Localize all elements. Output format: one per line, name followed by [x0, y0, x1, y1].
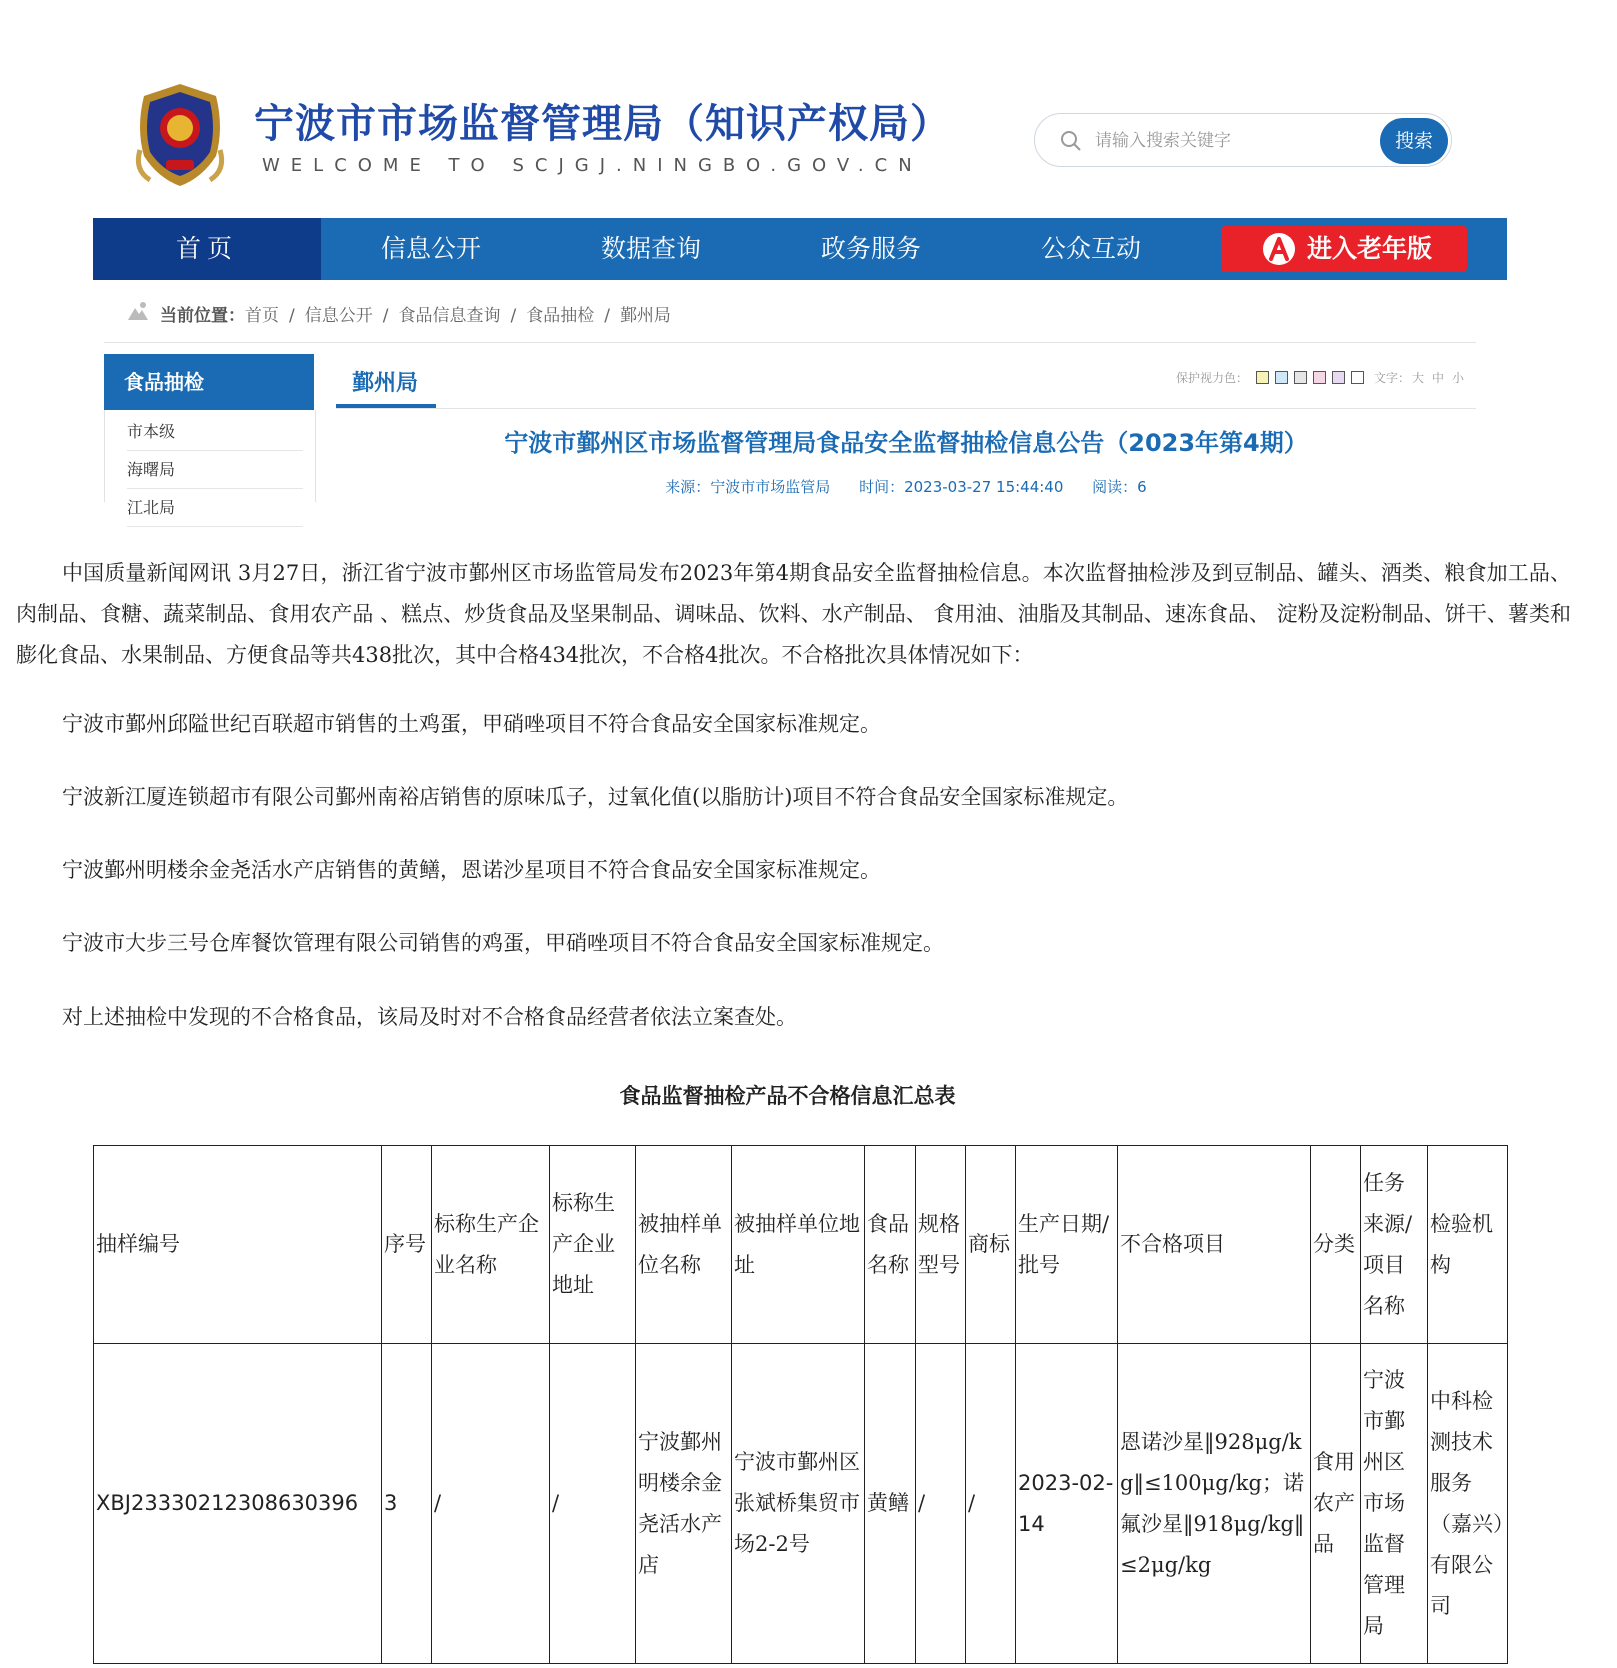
table-cell: XBJ23330212308630396: [94, 1344, 382, 1664]
table-caption: 食品监督抽检产品不合格信息汇总表: [619, 1083, 956, 1108]
eye-care-swatch[interactable]: [1256, 371, 1269, 384]
breadcrumb-item-info-disclosure[interactable]: 信息公开: [304, 306, 373, 326]
table-cell: /: [550, 1344, 636, 1664]
table-header-cell: 标称生产企业名称: [432, 1146, 550, 1344]
site-subtitle: WELCOME TO SCJGJ.NINGBO.GOV.CN: [262, 155, 923, 176]
sidebar-item-city-level[interactable]: 市本级: [127, 414, 303, 451]
nav-item-info-disclosure[interactable]: 信息公开: [380, 234, 481, 263]
eye-care-swatch[interactable]: [1313, 371, 1326, 384]
table-cell: 中科检测技术服务（嘉兴）有限公司: [1428, 1344, 1508, 1664]
eye-care-swatch[interactable]: [1275, 371, 1288, 384]
table-header-cell: 商标: [966, 1146, 1016, 1344]
divider: [336, 408, 1476, 409]
divider: [104, 342, 1476, 343]
table-cell: /: [916, 1344, 966, 1664]
location-icon: [126, 300, 150, 322]
article-title: 宁波市鄞州区市场监督管理局食品安全监督抽检信息公告（2023年第4期）: [504, 429, 1308, 457]
sidebar-item-haishu[interactable]: 海曙局: [127, 452, 303, 489]
article-paragraph: 宁波鄞州明楼余金尧活水产店销售的黄鳝，恩诺沙星项目不符合食品安全国家标准规定。: [62, 858, 881, 882]
breadcrumb-item-food-info[interactable]: 食品信息查询: [398, 306, 501, 326]
article-time: 时间：2023-03-27 15:44:40: [859, 478, 1064, 496]
article-paragraph: 中国质量新闻网讯 3月27日，浙江省宁波市鄞州区市场监管局发布2023年第4期食品安全监督抽检信息。本次监督抽检涉及到豆制品、罐头、酒类、粮食加工品、肉制品、食糖、蔬菜制品、食用农产品 、糕点、炒货食品及坚果制品、调味品、饮料、水产制品、 食用油、油脂及其制品、速冻食品、 淀粉及淀粉制品、饼干、薯类和膨化食品、水果制品、方便食品等共438批次，其中合格434批次，不合格4批次。不合格批次具体情况如下：: [16, 561, 1571, 667]
font-size-medium[interactable]: 中: [1432, 371, 1445, 385]
table-header-cell: 不合格项目: [1118, 1146, 1311, 1344]
sidebar-item-jiangbei[interactable]: 江北局: [127, 490, 303, 527]
table-header-cell: 被抽样单位地址: [732, 1146, 865, 1344]
article-meta: [336, 476, 1476, 497]
article-paragraph: 宁波新江厦连锁超市有限公司鄞州南裕店销售的原味瓜子，过氧化值(以脂肪计)项目不符合食品安全国家标准规定。: [62, 785, 1129, 809]
nav-item-data-query[interactable]: 数据查询: [600, 234, 701, 263]
eye-care-swatch[interactable]: [1294, 371, 1307, 384]
eye-care-label: 保护视力色：: [1176, 371, 1249, 385]
table-header-cell: 生产日期/批号: [1016, 1146, 1118, 1344]
sidebar-title: 食品抽检: [104, 354, 314, 410]
article-paragraph: 宁波市鄞州邱隘世纪百联超市销售的土鸡蛋，甲硝唑项目不符合食品安全国家标准规定。: [62, 712, 881, 736]
sidebar-list: [104, 410, 316, 517]
breadcrumb-item-food-sampling[interactable]: 食品抽检: [526, 306, 595, 326]
table-header-cell: 抽样编号: [94, 1146, 382, 1344]
nav-item-public-interaction[interactable]: 公众互动: [1040, 234, 1141, 263]
table-header-cell: 检验机构: [1428, 1146, 1508, 1344]
table-cell: 黄鳝: [865, 1344, 916, 1664]
main-nav: [93, 218, 1507, 280]
table-header-cell: 任务来源/项目名称: [1361, 1146, 1428, 1344]
article-paragraph: 宁波市大步三号仓库餐饮管理有限公司销售的鸡蛋，甲硝唑项目不符合食品安全国家标准规定。: [62, 931, 944, 955]
elder-mode-label: 进入老年版: [1307, 234, 1433, 263]
breadcrumb-item-home[interactable]: 首页: [245, 306, 279, 326]
table-header-cell: 规格型号: [916, 1146, 966, 1344]
nav-item-gov-services[interactable]: 政务服务: [820, 234, 921, 263]
font-size-large[interactable]: 大: [1412, 371, 1425, 385]
table-cell: 食用农产品: [1311, 1344, 1361, 1664]
table-cell: 宁波市鄞州区市场监督管理局: [1361, 1344, 1428, 1664]
breadcrumb: 当前位置：首页 / 信息公开 / 食品信息查询 / 食品抽检 / 鄞州局: [160, 306, 671, 326]
font-size-small[interactable]: 小: [1452, 371, 1465, 385]
table-header-cell: 食品名称: [865, 1146, 916, 1344]
table-cell: 宁波市鄞州区张斌桥集贸市场2-2号: [732, 1344, 865, 1664]
table-header-cell: 序号: [382, 1146, 432, 1344]
tab-yinzhou[interactable]: 鄞州局: [352, 371, 419, 396]
table-cell: /: [432, 1344, 550, 1664]
table-header-row: [94, 1146, 1508, 1344]
search-button[interactable]: 搜索: [1380, 118, 1448, 164]
article-reads: 阅读：6: [1092, 478, 1147, 496]
article-paragraph: 对上述抽检中发现的不合格食品，该局及时对不合格食品经营者依法立案查处。: [62, 1005, 797, 1029]
eye-care-swatch[interactable]: [1332, 371, 1345, 384]
search-icon: [1060, 130, 1082, 152]
table-cell: 恩诺沙星‖928μg/kg‖≤100μg/kg；诺氟沙星‖918μg/kg‖≤2μg/kg: [1118, 1344, 1311, 1664]
article-source: 来源：宁波市市场监管局: [665, 478, 831, 496]
font-size-label: 文字：: [1374, 371, 1411, 385]
table-header-cell: 分类: [1311, 1146, 1361, 1344]
elder-mode-icon: [1263, 233, 1295, 265]
table-cell: 宁波鄞州明楼余金尧活水产店: [636, 1344, 732, 1664]
breadcrumb-item-yinzhou[interactable]: 鄞州局: [619, 306, 671, 326]
eye-care-swatch[interactable]: [1351, 371, 1364, 384]
nonconforming-summary-table: [93, 1145, 1508, 1664]
table-header-cell: 标称生产企业地址: [550, 1146, 636, 1344]
breadcrumb-lead: 当前位置：: [160, 306, 245, 326]
table-cell: 2023-02-14: [1016, 1344, 1118, 1664]
table-cell: 3: [382, 1344, 432, 1664]
elder-mode-button[interactable]: [1221, 226, 1467, 272]
search-input[interactable]: [1093, 124, 1367, 158]
nav-item-home[interactable]: 首页: [93, 218, 321, 280]
table-cell: /: [966, 1344, 1016, 1664]
site-title: 宁波市市场监督管理局（知识产权局）: [254, 101, 951, 147]
table-header-cell: 被抽样单位名称: [636, 1146, 732, 1344]
emblem-logo[interactable]: [130, 80, 230, 190]
table-row: [94, 1344, 1508, 1664]
